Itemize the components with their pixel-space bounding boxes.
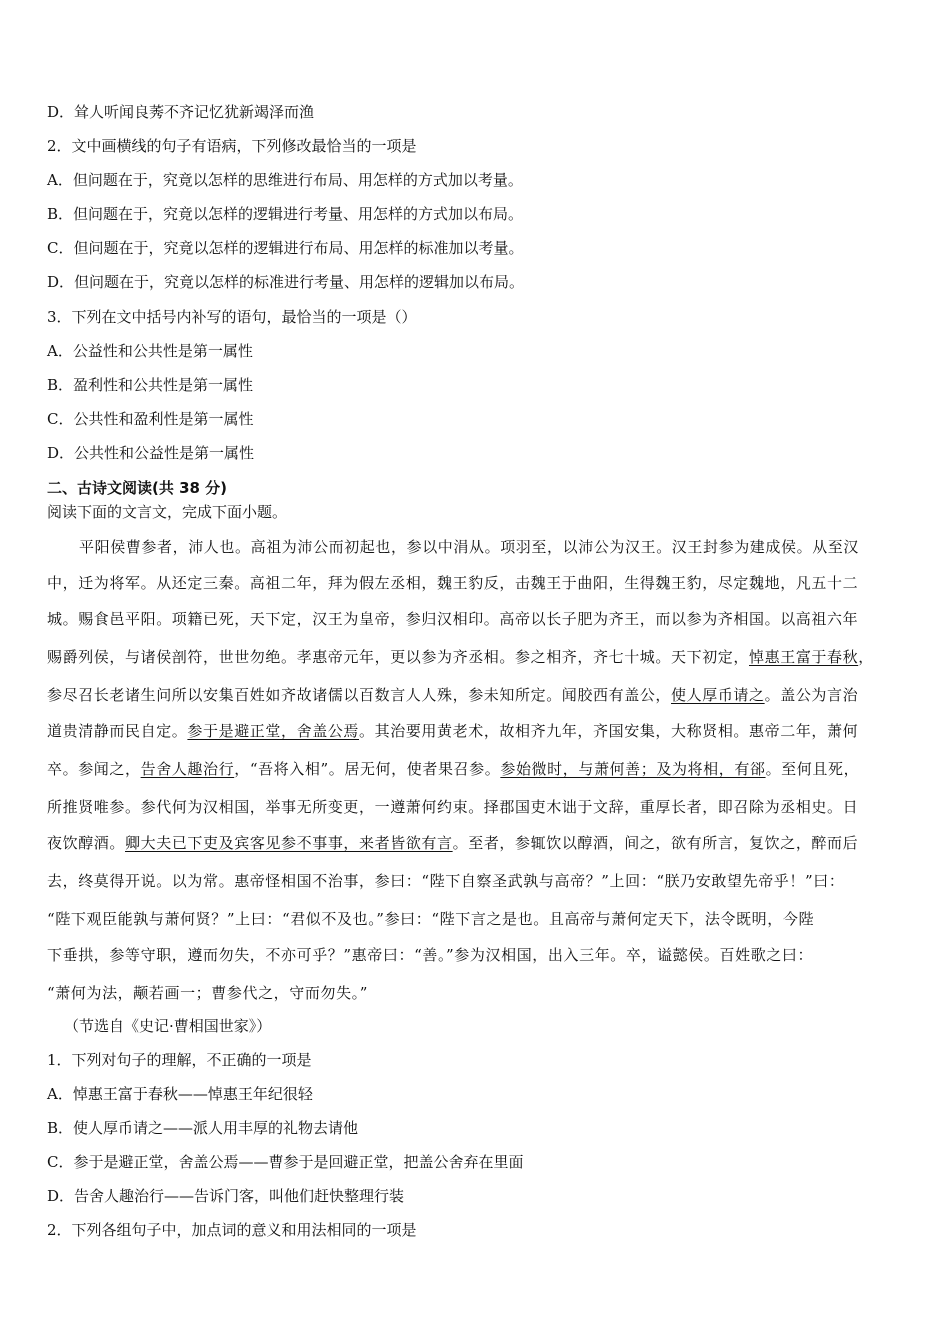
passage-line: 道贵清静而民自定。参于是避正堂，舍盖公焉。其治要用黄老术，故相齐九年，齐国安集，大称贤相。惠帝二年，萧何: [47, 722, 859, 740]
underlined-sentence: 卿大夫已下吏及宾客见参不事事，来者皆欲有言: [125, 834, 453, 852]
underlined-sentence: 参于是避正堂，舍盖公焉: [187, 722, 360, 740]
question-option: D．但问题在于，究竟以怎样的标准进行考量、用怎样的逻辑加以布局。: [47, 273, 525, 291]
passage-line: 卒。参闻之，告舍人趣治行，“吾将入相”。居无何，使者果召参。参始微时，与萧何善；及为将相，有郤。至何且死，: [47, 760, 860, 778]
question-stem: 2．下列各组句子中，加点词的意义和用法相同的一项是: [47, 1221, 417, 1239]
question-stem: 3．下列在文中括号内补写的语句，最恰当的一项是（）: [47, 308, 417, 326]
passage-line: 去，终莫得开说。以为常。惠帝怪相国不治事，参曰：“陛下自察圣武孰与高帝？”上回：“朕乃安敢望先帝乎！”曰：: [47, 872, 845, 890]
passage-line: “陛下观臣能孰与萧何贤？”上曰：“君似不及也。”参曰：“陛下言之是也。且高帝与萧何定天下，法令既明，今陛: [47, 910, 815, 928]
underlined-sentence: 参始微时，与萧何善；及为将相，有郤: [500, 760, 766, 778]
question-option: C．参于是避正堂，舍盖公焉——曹参于是回避正堂，把盖公舍弃在里面: [47, 1153, 524, 1171]
section-heading: 二、古诗文阅读(共 38 分): [47, 479, 228, 497]
question-option: A．但问题在于，究竟以怎样的思维进行布局、用怎样的方式加以考量。: [47, 171, 523, 189]
question-stem: 1．下列对句子的理解，不正确的一项是: [47, 1051, 312, 1069]
underlined-sentence: 悼惠王富于春秋: [749, 648, 859, 666]
passage-line: 赐爵列侯，与诸侯剖符，世世勿绝。孝惠帝元年，更以参为齐丞相。参之相齐，齐七十城。天下初定，悼惠王富于春秋，: [47, 648, 874, 666]
question-option: A．公益性和公共性是第一属性: [47, 342, 253, 360]
passage-line: 中，迁为将军。从还定三秦。高祖二年，拜为假左丞相，魏王豹反，击魏王于曲阳，生得魏王豹，尽定魏地，凡五十二: [47, 574, 859, 592]
question-option: B．但问题在于，究竟以怎样的逻辑进行考量、用怎样的方式加以布局。: [47, 205, 524, 223]
question-stem: 2．文中画横线的句子有语病，下列修改最恰当的一项是: [47, 137, 417, 155]
passage-line: “萧何为法，颟若画一；曹参代之，守而勿失。”: [47, 984, 369, 1002]
question-option: D．公共性和公益性是第一属性: [47, 444, 255, 462]
passage-line: 平阳侯曹参者，沛人也。高祖为沛公而初起也，参以中涓从。项羽至，以沛公为汉王。汉王封参为建成侯。从至汉: [79, 538, 860, 556]
question-option: B．盈利性和公共性是第一属性: [47, 376, 254, 394]
passage-line: 城。赐食邑平阳。项籍已死，天下定，汉王为皇帝，参归汉相印。高帝以长子肥为齐王，而以参为齐相国。以高祖六年: [47, 610, 859, 628]
passage-source: （节选自《史记·曹相国世家》）: [64, 1017, 272, 1035]
question-option: D．告舍人趣治行——告诉门客，叫他们赶快整理行装: [47, 1187, 405, 1205]
passage-line: 所推贤唯参。参代何为汉相国，举事无所变更，一遵萧何约束。择郡国吏木诎于文辞，重厚长者，即召除为丞相史。日: [47, 798, 859, 816]
underlined-sentence: 使人厚币请之: [671, 686, 765, 704]
question-option: B．使人厚币请之——派人用丰厚的礼物去请他: [47, 1119, 359, 1137]
question-option: C．但问题在于，究竟以怎样的逻辑进行布局、用怎样的标准加以考量。: [47, 239, 524, 257]
section-instruction: 阅读下面的文言文，完成下面小题。: [47, 503, 288, 521]
passage-line: 夜饮醇酒。卿大夫已下吏及宾客见参不事事，来者皆欲有言。至者，参辄饮以醇酒，间之，欲有所言，复饮之，醉而后: [47, 834, 859, 852]
passage-line: 下垂拱，参等守职，遵而勿失，不亦可乎？”惠帝曰：“善。”参为汉相国，出入三年。卒，谥懿侯。百姓歌之曰：: [47, 946, 814, 964]
passage-line: 参尽召长老诸生问所以安集百姓如齐故诸儒以百数言人人殊，参未知所定。闻胶西有盖公，使人厚币请之。盖公为言治: [47, 686, 859, 704]
question-option: C．公共性和盈利性是第一属性: [47, 410, 254, 428]
underlined-sentence: 告舍人趣治行: [140, 760, 235, 778]
question-option: D．耸人听闻良莠不齐记忆犹新竭泽而渔: [47, 103, 315, 121]
question-option: A．悼惠王富于春秋——悼惠王年纪很轻: [47, 1085, 313, 1103]
